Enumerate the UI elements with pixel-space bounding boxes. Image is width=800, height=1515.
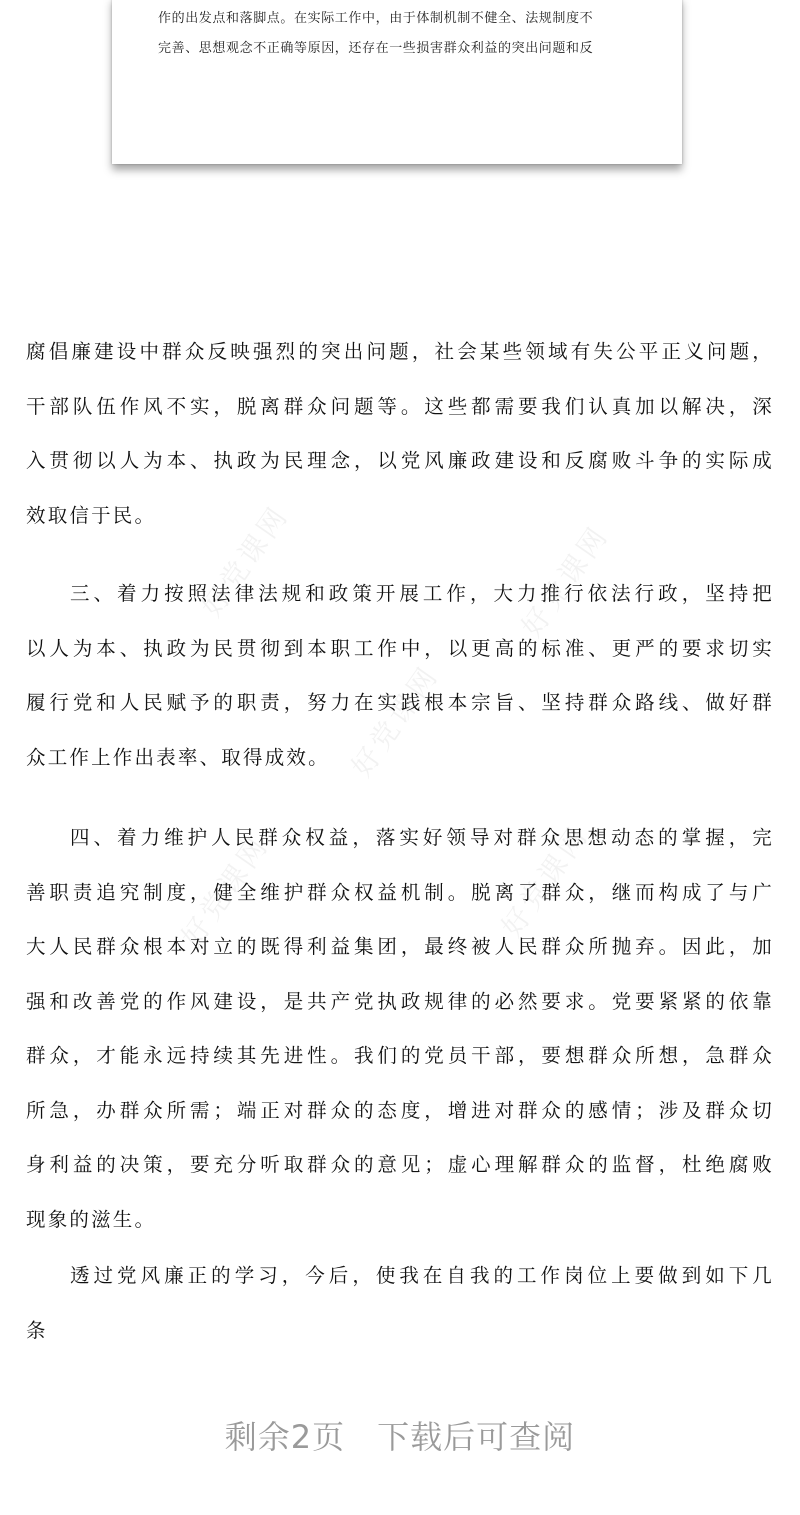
text-line: 四、着力维护人民群众权益，落实好领导对群众思想动态的掌握，完 [70, 826, 774, 849]
preview-line: 作的出发点和落脚点。在实际工作中，由于体制机制不健全、法规制度不 [158, 11, 594, 26]
text-line: 条 [26, 1318, 48, 1342]
text-line: 身利益的决策，要充分听取群众的意见；虚心理解群众的监督，杜绝腐败 [26, 1153, 774, 1176]
watermark: 好党课网 [175, 828, 276, 953]
text-line: 入贯彻以人为本、执政为民理念，以党风廉政建设和反腐败斗争的实际成 [26, 449, 774, 472]
text-line: 腐倡廉建设中群众反映强烈的突出问题，社会某些领域有失公平正义问题， [26, 340, 774, 363]
paragraph [26, 1249, 774, 1358]
download-hint-label: 下载后可查阅 [377, 1418, 576, 1456]
remaining-pages-banner[interactable] [0, 1412, 800, 1458]
text-line: 三、着力按照法律法规和政策开展工作，大力推行依法行政，坚持把 [70, 582, 774, 605]
text-line: 效取信于民。 [26, 503, 157, 527]
text-line: 群众，才能永远持续其先进性。我们的党员干部，要想群众所想，急群众 [26, 1044, 774, 1067]
remaining-pages-label: 剩余2页 [224, 1418, 346, 1456]
text-line: 所急，办群众所需；端正对群众的态度，增进对群众的感情；涉及群众切 [26, 1098, 774, 1122]
text-line: 透过党风廉正的学习，今后，使我在自我的工作岗位上要做到如下几 [70, 1264, 774, 1287]
text-line: 履行党和人民赋予的职责，努力在实践根本宗旨、坚持群众路线、做好群 [26, 691, 774, 714]
text-line: 善职责追究制度，健全维护群众权益机制。脱离了群众，继而构成了与广 [26, 880, 774, 904]
text-line: 干部队伍作风不实，脱离群众问题等。这些都需要我们认真加以解决，深 [26, 394, 774, 418]
text-line: 以人为本、执政为民贯彻到本职工作中，以更高的标准、更严的要求切实 [26, 636, 774, 660]
watermark: 好党课网 [495, 818, 596, 943]
paragraph [26, 325, 774, 543]
text-line: 强和改善党的作风建设，是共产党执政规律的必然要求。党要紧紧的依靠 [26, 989, 774, 1013]
watermark: 好党课网 [515, 518, 616, 643]
text-line: 现象的滋生。 [26, 1207, 157, 1231]
paragraph [26, 567, 774, 785]
paragraph [26, 811, 774, 1247]
watermark: 好党课网 [345, 658, 446, 783]
previous-page-preview [112, 0, 682, 164]
preview-line: 完善、思想观念不正确等原因，还存在一些损害群众利益的突出问题和反 [158, 41, 594, 56]
watermark: 好党课网 [195, 498, 296, 623]
text-line: 大人民群众根本对立的既得利益集团，最终被人民群众所抛弃。因此，加 [26, 935, 774, 958]
text-line: 众工作上作出表率、取得成效。 [26, 745, 330, 769]
